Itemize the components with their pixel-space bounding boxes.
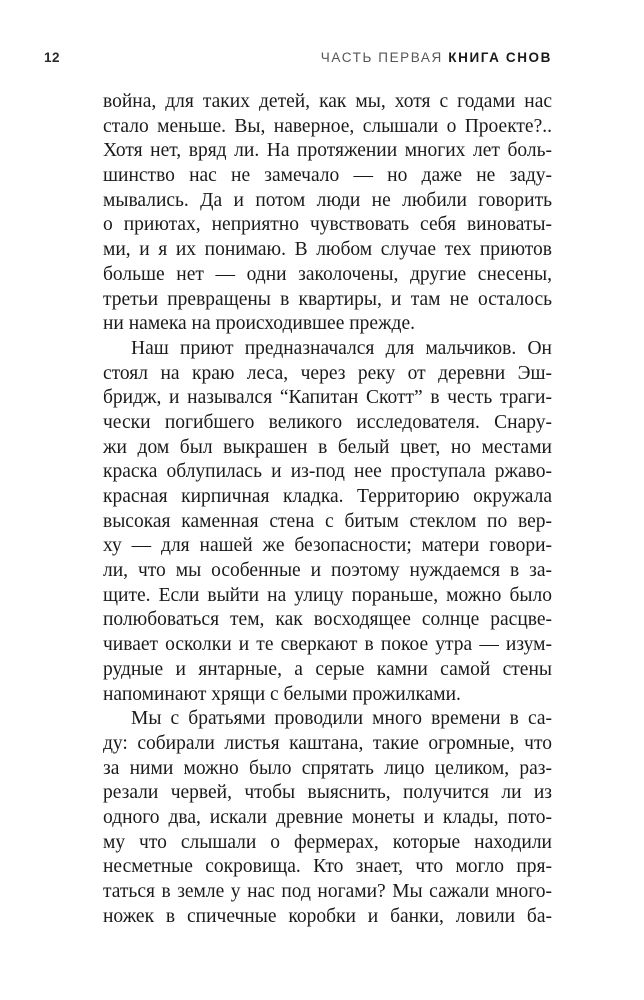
text-line: высокая каменная стена с битым стеклом по вер- bbox=[103, 510, 552, 532]
text-line: война, для таких детей, как мы, хотя с годами нас bbox=[103, 91, 552, 112]
text-line: несметные сокровища. Кто знает, что могло пря- bbox=[103, 856, 552, 878]
text-line: чески погибшего великого исследователя. Снару- bbox=[103, 411, 552, 433]
text-line: му что слышали о фермерах, которые находили bbox=[103, 831, 552, 853]
text-line: ножек в спичечные коробки и банки, ловили ба- bbox=[103, 905, 552, 927]
text-line: Хотя нет, вряд ли. На протяжении многих лет боль- bbox=[103, 140, 552, 162]
text-line: красная кирпичная кладка. Территорию окружала bbox=[103, 486, 552, 507]
header-titles bbox=[321, 50, 552, 65]
text-line: напоминают хрящи с белыми прожилками. bbox=[103, 683, 461, 705]
page-number: 12 bbox=[44, 50, 61, 65]
text-line: резали червей, чтобы выяснить, получится ли из bbox=[103, 782, 552, 804]
text-line: Наш приют предназначался для мальчиков. Он bbox=[131, 337, 552, 359]
text-line: краска облупилась и из-под нее проступала ржаво- bbox=[103, 461, 552, 483]
text-line: ху — для нашей же безопасности; матери говори- bbox=[103, 535, 552, 557]
text-line: полюбоваться тем, как восходящее солнце расцве- bbox=[103, 609, 552, 631]
text-line: таться в земле у нас под ногами? Мы сажали много- bbox=[103, 881, 552, 902]
body-text bbox=[103, 90, 552, 929]
text-line: шинство нас не замечало — но даже не заду- bbox=[103, 165, 552, 187]
text-line: стоял на краю леса, через реку от деревни Эш- bbox=[103, 362, 552, 384]
text-line: третьи превращены в квартиры, и там не осталось bbox=[103, 288, 552, 310]
text-line: бридж, и назывался “Капитан Скотт” в честь траги- bbox=[103, 387, 552, 409]
text-line: за ними можно было спрятать лицо целиком, раз- bbox=[103, 757, 552, 779]
paragraph bbox=[103, 707, 552, 929]
text-line: одного два, искали древние монеты и клады, пото- bbox=[103, 806, 552, 828]
text-line: мывались. Да и потом люди не любили говорить bbox=[103, 189, 552, 211]
paragraph bbox=[103, 90, 552, 337]
text-line: рудные и янтарные, а серые камни самой стены bbox=[103, 658, 552, 680]
text-line: ли, что мы особенные и поэтому нуждаемся в за- bbox=[103, 560, 552, 582]
text-line: ни намека на происходившее прежде. bbox=[103, 313, 415, 335]
text-line: о приютах, неприятно чувствовать себя виноваты- bbox=[103, 214, 552, 236]
text-line: щите. Если выйти на улицу пораньше, можно было bbox=[103, 584, 552, 606]
book-title: КНИГА СНОВ bbox=[448, 50, 552, 65]
text-line: жи дом был выкрашен в белый цвет, но местами bbox=[103, 436, 552, 458]
text-line: больше нет — одни заколочены, другие снесены, bbox=[103, 263, 552, 285]
running-head bbox=[44, 50, 552, 68]
text-line: ду: собирали листья каштана, такие огромные, что bbox=[103, 732, 552, 754]
paragraph bbox=[103, 337, 552, 707]
text-line: чивает осколки и те сверкают в покое утра — изум- bbox=[103, 634, 552, 656]
text-line: ми, и я их понимаю. В любом случае тех приютов bbox=[103, 239, 552, 261]
text-line: Мы с братьями проводили много времени в са- bbox=[131, 708, 552, 730]
text-line: стало меньше. Вы, наверное, слышали о Проекте?.. bbox=[103, 115, 552, 137]
part-title: ЧАСТЬ ПЕРВАЯ bbox=[320, 50, 443, 65]
